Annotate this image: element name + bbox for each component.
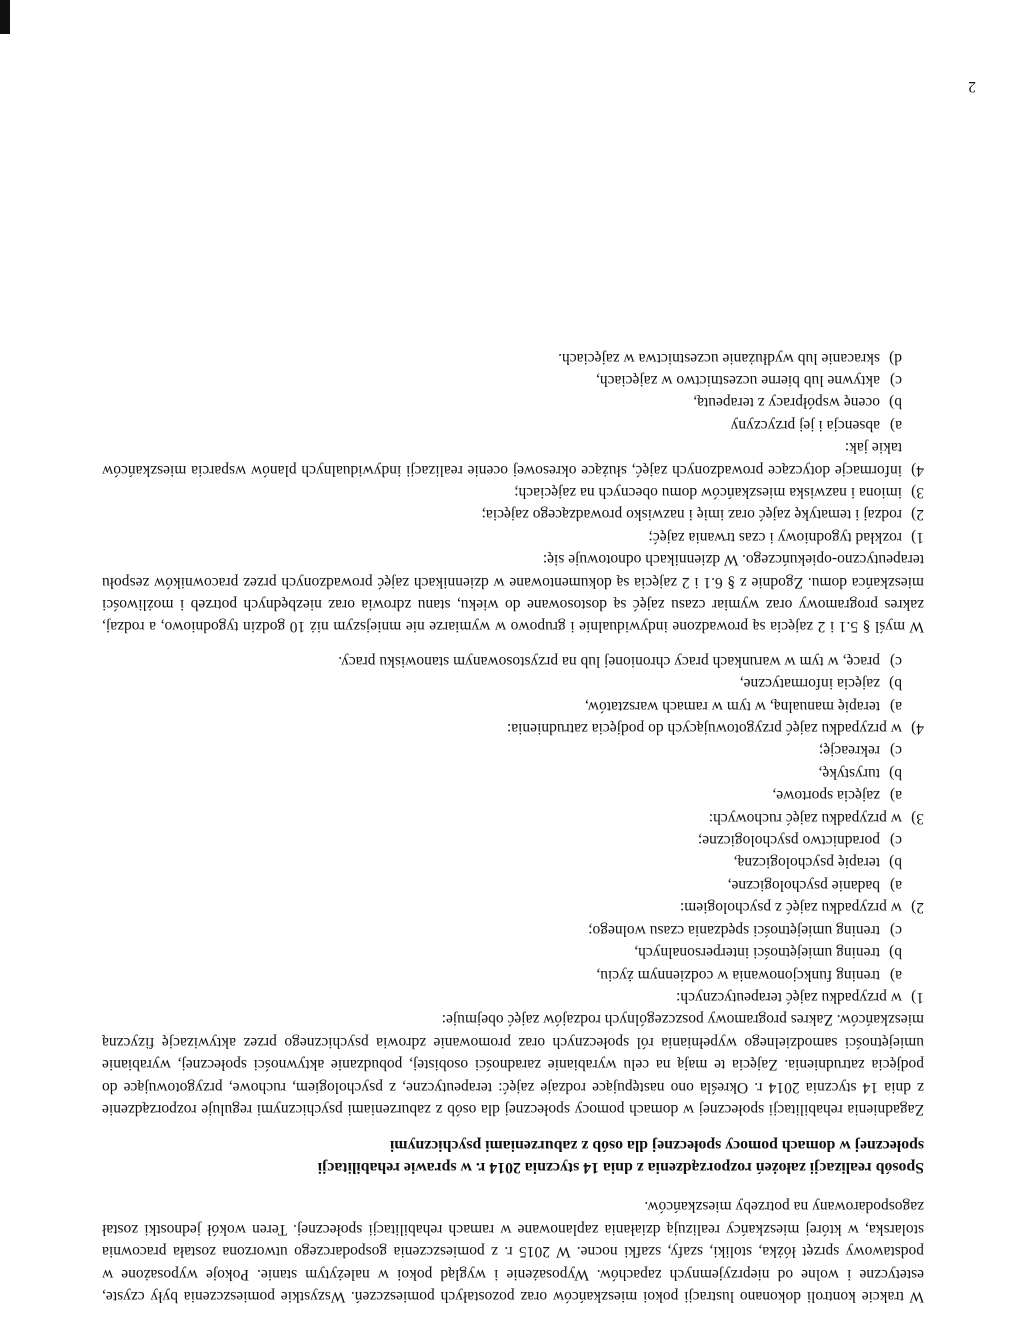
list-number: 3) bbox=[911, 484, 924, 501]
list-letter: c) bbox=[889, 742, 902, 760]
list-letter: c) bbox=[889, 652, 902, 670]
section-heading-line-1: Sposób realizacji założeń rozporządzenia z dnia 14 stycznia 2014 r. w sprawie rehabilitacji bbox=[317, 1158, 924, 1176]
journal-item-text: rozkład tygodniowy i czas trwania zajęć; bbox=[648, 528, 902, 546]
list-letter: b) bbox=[889, 854, 902, 872]
journal-item-text: imiona i nazwiska mieszkańców domu obecnych na zajęciach; bbox=[514, 484, 902, 501]
category-title: w przypadku zajęć terapeutycznych: bbox=[676, 988, 902, 1006]
sub-list-item bbox=[102, 941, 902, 963]
section-heading bbox=[102, 1134, 924, 1178]
list-letter: a) bbox=[889, 876, 902, 894]
sub-item-text: aktywne lub bierne uczestnictwo w zajęciach, bbox=[595, 371, 880, 389]
list-letter: a) bbox=[889, 416, 902, 434]
list-number: 1) bbox=[911, 528, 924, 546]
sub-item-text: trening funkcjonowania w codziennym życiu, bbox=[596, 966, 880, 984]
sub-item-text: badanie psychologiczne, bbox=[727, 876, 880, 894]
list-letter: b) bbox=[889, 944, 902, 962]
category-list-item bbox=[102, 806, 924, 828]
sub-list-item bbox=[102, 761, 902, 783]
category-list-item bbox=[102, 986, 924, 1008]
list-letter: b) bbox=[889, 394, 902, 412]
journal-list-item bbox=[102, 525, 924, 547]
sub-item-text: pracę, w tym w warunkach pracy chronionej lub na przystosowanym stanowisku pracy. bbox=[338, 652, 880, 670]
sub-list-item bbox=[102, 784, 902, 806]
journal-item-text: informacje dotyczące prowadzonych zajęć, służące okresowej ocenie realizacji indywidualnych planów wsparcia mieszkańców takie jak: bbox=[102, 439, 902, 479]
category-list-item bbox=[102, 717, 924, 739]
documentation-paragraph: W myśl § 5.1 i 2 zajęcia są prowadzone indywidualnie i grupowo w wymiarze nie mniejszym niż 10 godzin tygodniowo, a rodzaj, zakres programowy oraz wymiar czasu zajęć są dostosowane do wieku, stanu zdrowia oraz niezbędnych potrzeb i możliwości mieszkańca domu. Zgodnie z § 6.1 i 2 zajęcia są dokumentowane w dziennikach zajęć prowadzonych przez pracowników zespołu terapeutyczno-opiekuńczego. W dziennikach odnotowuje się: bbox=[102, 551, 924, 636]
sub-item-text: zajęcia informatyczne, bbox=[739, 675, 880, 693]
category-title: w przypadku zajęć przygotowujących do podjęcia zatrudnienia: bbox=[506, 720, 902, 738]
sub-list-item bbox=[102, 649, 902, 671]
sub-list-item bbox=[102, 874, 902, 896]
sub-list-item bbox=[102, 829, 902, 851]
list-letter: a) bbox=[889, 787, 902, 805]
sub-list-item bbox=[102, 918, 902, 940]
sub-item-text: absencja i jej przyczyny bbox=[730, 416, 880, 434]
list-number: 2) bbox=[911, 506, 924, 524]
section-heading-line-2: społecznej w domach pomocy społecznej dla osób z zaburzeniami psychicznymi bbox=[390, 1136, 924, 1154]
list-letter: b) bbox=[889, 764, 902, 782]
sub-item-text: terapię psychologiczną, bbox=[733, 854, 880, 872]
document-body bbox=[102, 346, 924, 1307]
list-letter: c) bbox=[889, 371, 902, 389]
sub-item-text: ocenę współpracy z terapeutą, bbox=[693, 394, 880, 412]
sub-item-text: rekreację; bbox=[818, 742, 880, 760]
list-number: 4) bbox=[911, 461, 924, 479]
sub-item-text: terapię manualną, w tym w ramach warsztatów, bbox=[584, 697, 880, 715]
sub-item-text: trening umiejętności spędzania czasu wolnego; bbox=[588, 921, 880, 939]
list-letter: a) bbox=[889, 966, 902, 984]
sub-list-item bbox=[102, 739, 902, 761]
sub-list-item bbox=[102, 963, 902, 985]
journal-item-text: rodzaj i tematykę zajęć oraz imię i nazwisko prowadzącego zajęcia; bbox=[481, 506, 902, 524]
sub-item-text: skracanie lub wydłużanie uczestnictwa w zajęciach. bbox=[558, 349, 880, 367]
list-letter: d) bbox=[889, 349, 902, 367]
list-number: 3) bbox=[911, 809, 924, 827]
list-number: 2) bbox=[911, 899, 924, 917]
category-list-item bbox=[102, 896, 924, 918]
sub-list-item bbox=[102, 672, 902, 694]
list-letter: c) bbox=[889, 832, 902, 850]
sub-item-text: trening umiejętności interpersonalnych, bbox=[634, 944, 880, 962]
list-letter: c) bbox=[889, 921, 902, 939]
sub-list-item bbox=[102, 694, 902, 716]
regulation-paragraph: Zagadnienia rehabilitacji społecznej w domach pomocy społecznej dla osób z zaburzeniami psychicznymi reguluje rozporządzenie z dnia 14 stycznia 2014 r. Określa ono następujące rodzaje zajęć: terapeutyczne, z psychologiem, ruchowe, przygotowujące do podjęcia zatrudnienia. Zajęcia te mają na celu wyrabianie zaradności osobistej, pobudzanie aktywności społecznej, wyrabianie umiejętności samodzielnego wypełniania ról społecznych oraz promowanie zdrowia psychicznego przez aktywizację fizyczną mieszkańców. Zakres programowy poszczególnych rodzajów zajęć obejmuje: bbox=[102, 1011, 924, 1118]
sub-list-item bbox=[102, 346, 902, 368]
journal-list-item bbox=[102, 481, 924, 503]
sub-list-item bbox=[102, 851, 902, 873]
sub-item-text: zajęcia sportowe, bbox=[772, 787, 880, 805]
sub-list-item bbox=[102, 391, 902, 413]
list-letter: a) bbox=[889, 697, 902, 715]
list-number: 4) bbox=[911, 720, 924, 738]
sub-list-item bbox=[102, 413, 902, 435]
category-title: w przypadku zajęć ruchowych: bbox=[708, 809, 902, 827]
sub-list-item bbox=[102, 369, 902, 391]
sub-item-text: poradnictwo psychologiczne; bbox=[697, 832, 880, 850]
list-number: 1) bbox=[911, 988, 924, 1006]
page-number: 2 bbox=[968, 78, 976, 95]
sub-item-text: turystykę, bbox=[818, 764, 880, 782]
journal-list-item bbox=[102, 436, 924, 481]
list-letter: b) bbox=[889, 675, 902, 693]
category-title: w przypadku zajęć z psychologiem: bbox=[679, 899, 902, 917]
intro-paragraph: W trakcie kontroli dokonano lustracji pokoi mieszkańców oraz pozostałych pomieszczeń. Wszystkie pomieszczenia były czyste, estetyczne i wolne od nieprzyjemnych zapachów. Wyposażenie i wygląd pokoi w należytym stanie. Pokoje wyposażone w podstawowy sprzęt łóżka, stoliki, szafy, szafki nocne. W 2015 r. z pomieszczenia gospodarczego utworzona została pracownia stolarska, w której mieszkańcy realizują działania zaplanowane w ramach rehabilitacji społecznej. Teren wokół jednostki został zagospodarowany na potrzeby mieszkańców. bbox=[102, 1198, 924, 1305]
journal-list-item bbox=[102, 503, 924, 525]
